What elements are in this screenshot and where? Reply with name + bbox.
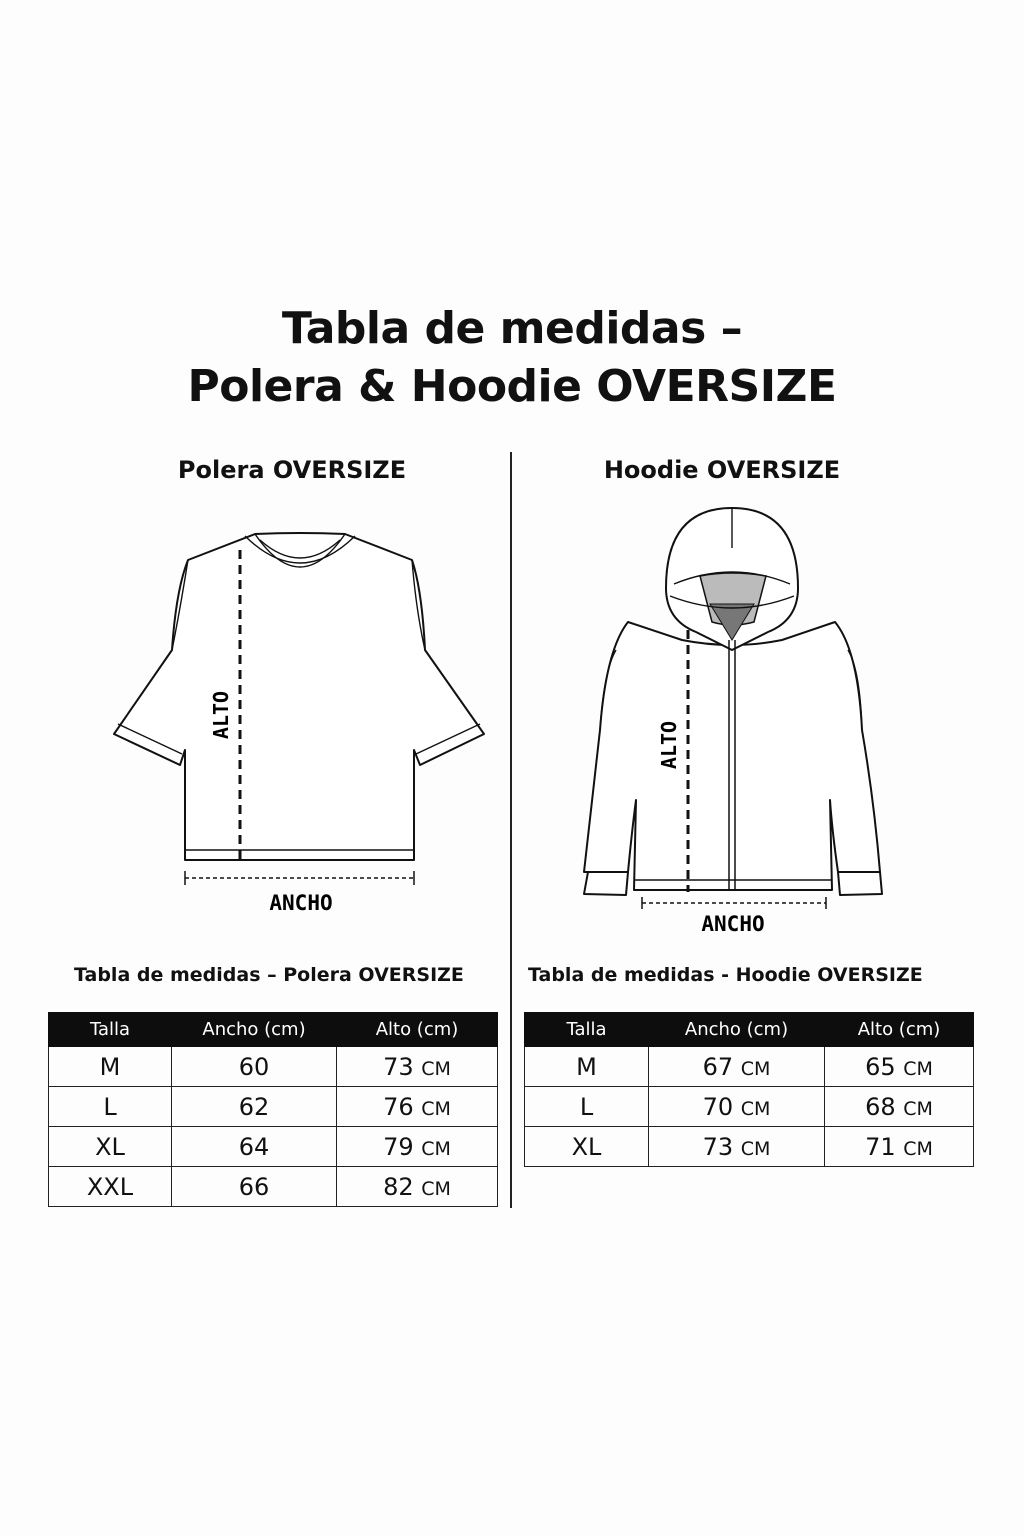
column-header-alto: Alto (cm) xyxy=(825,1013,974,1047)
cell-alto xyxy=(337,1127,498,1167)
cell-ancho: 62 xyxy=(172,1087,337,1127)
cell-alto-unit: CM xyxy=(421,1177,451,1200)
cell-ancho xyxy=(649,1047,825,1087)
cell-alto-value: 73 xyxy=(383,1052,414,1081)
cell-talla: L xyxy=(49,1087,172,1127)
polera-ancho-label: ANCHO xyxy=(269,891,333,915)
cell-alto xyxy=(825,1087,974,1127)
table-row xyxy=(49,1127,498,1167)
cell-alto-unit: CM xyxy=(421,1097,451,1120)
polera-size-table xyxy=(48,1012,498,1207)
cell-talla: M xyxy=(49,1047,172,1087)
cell-talla: XL xyxy=(49,1127,172,1167)
table-row xyxy=(49,1087,498,1127)
cell-alto xyxy=(337,1047,498,1087)
table-header-row xyxy=(49,1013,498,1047)
cell-alto-value: 68 xyxy=(865,1092,896,1121)
cell-alto-value: 76 xyxy=(383,1092,414,1121)
cell-alto xyxy=(337,1167,498,1207)
table-row xyxy=(49,1047,498,1087)
polera-table-caption: Tabla de medidas – Polera OVERSIZE xyxy=(74,964,464,986)
table-row xyxy=(525,1127,974,1167)
cell-alto-value: 79 xyxy=(383,1132,414,1161)
table-row xyxy=(525,1087,974,1127)
column-header-ancho: Ancho (cm) xyxy=(172,1013,337,1047)
hoodie-alto-label: ALTO xyxy=(657,720,681,770)
cell-ancho: 64 xyxy=(172,1127,337,1167)
tshirt-illustration xyxy=(100,520,500,920)
hoodie-illustration xyxy=(570,500,900,945)
title-line-2: Polera & Hoodie OVERSIZE xyxy=(187,361,837,412)
column-header-talla: Talla xyxy=(525,1013,649,1047)
cell-talla: L xyxy=(525,1087,649,1127)
cell-alto-value: 82 xyxy=(383,1172,414,1201)
column-header-alto: Alto (cm) xyxy=(337,1013,498,1047)
cell-alto-unit: CM xyxy=(903,1137,933,1160)
polera-heading: Polera OVERSIZE xyxy=(177,456,407,484)
cell-ancho-unit: CM xyxy=(740,1137,771,1160)
hoodie-heading: Hoodie OVERSIZE xyxy=(603,456,841,484)
cell-talla: XXL xyxy=(49,1167,172,1207)
cell-alto xyxy=(337,1087,498,1127)
cell-ancho-value: 73 xyxy=(702,1132,734,1161)
hoodie-table-caption: Tabla de medidas - Hoodie OVERSIZE xyxy=(528,964,923,986)
cell-alto-value: 71 xyxy=(865,1132,896,1161)
cell-alto-unit: CM xyxy=(903,1097,933,1120)
cell-ancho-unit: CM xyxy=(740,1057,771,1080)
cell-talla: XL xyxy=(525,1127,649,1167)
cell-ancho-value: 70 xyxy=(702,1092,734,1121)
table-header-row xyxy=(525,1013,974,1047)
table-row xyxy=(525,1047,974,1087)
cell-ancho xyxy=(649,1127,825,1167)
cell-ancho-value: 67 xyxy=(702,1052,734,1081)
column-divider xyxy=(510,452,512,1208)
cell-alto xyxy=(825,1047,974,1087)
cell-alto xyxy=(825,1127,974,1167)
column-header-talla: Talla xyxy=(49,1013,172,1047)
title-line-1: Tabla de medidas – xyxy=(281,303,743,354)
cell-alto-unit: CM xyxy=(421,1137,451,1160)
polera-alto-label: ALTO xyxy=(209,690,233,740)
cell-alto-unit: CM xyxy=(421,1057,451,1080)
cell-alto-value: 65 xyxy=(865,1052,896,1081)
page-title xyxy=(0,300,1024,416)
cell-talla: M xyxy=(525,1047,649,1087)
column-header-ancho: Ancho (cm) xyxy=(649,1013,825,1047)
cell-ancho: 60 xyxy=(172,1047,337,1087)
cell-ancho-unit: CM xyxy=(740,1097,771,1120)
table-row xyxy=(49,1167,498,1207)
cell-alto-unit: CM xyxy=(903,1057,933,1080)
hoodie-ancho-label: ANCHO xyxy=(701,912,765,936)
cell-ancho xyxy=(649,1087,825,1127)
hoodie-size-table xyxy=(524,1012,974,1167)
cell-ancho: 66 xyxy=(172,1167,337,1207)
